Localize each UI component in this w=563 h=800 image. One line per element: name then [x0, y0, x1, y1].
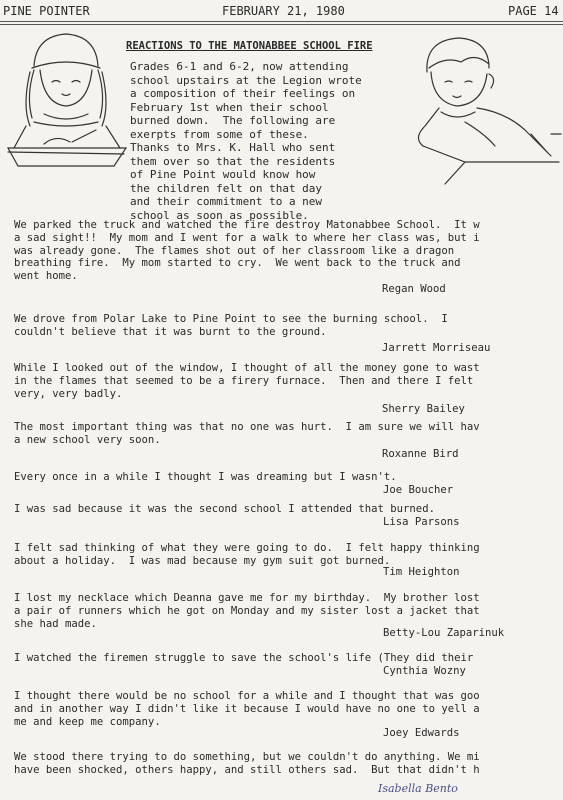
entry-author: Roxanne Bird [382, 448, 459, 460]
entry-author: Betty-Lou Zaparinuk [383, 627, 505, 639]
entry-author: Joe Boucher [383, 484, 454, 496]
entry-author: Lisa Parsons [383, 516, 460, 528]
entry-author: Sherry Bailey [382, 403, 465, 415]
page-number: PAGE 14 [508, 4, 559, 18]
entry-author: Cynthia Wozny [383, 665, 466, 677]
entry-text: The most important thing was that no one was hurt. I am sure we will hav a new school very soon. [14, 421, 480, 446]
entry-author: Jarrett Morriseau [382, 342, 491, 354]
entry-author: Regan Wood [382, 283, 446, 295]
entry-text: I felt sad thinking of what they were going to do. I felt happy thinking about a holiday. I was mad because my gym suit got burned. [14, 542, 480, 567]
entry-author: Tim Heighton [383, 566, 460, 578]
girl-writing-illustration [4, 26, 130, 176]
article-title: REACTIONS TO THE MATONABBEE SCHOOL FIRE [126, 40, 373, 52]
entry-text: I thought there would be no school for a while and I thought that was goo and in another way I didn't like it because I would have no one to yell a me and keep me company. [14, 690, 480, 728]
entry-text: I lost my necklace which Deanna gave me for my birthday. My brother lost a pair of runners which he got on Monday and my sister lost a jacket that she had made. [14, 592, 480, 630]
entry-text: While I looked out of the window, I thought of all the money gone to wast in the flames that seemed to be a firery furnace. Then and there I felt very, very badly. [14, 362, 480, 400]
entry-text: Every once in a while I thought I was dreaming but I wasn't. [14, 471, 397, 483]
entry-text: I watched the firemen struggle to save the school's life (They did their [14, 652, 474, 664]
entry-text: We parked the truck and watched the fire destroy Matonabbee School. It w a sad sight!! My mom and I went for a walk to where her class was, but i was already gone. The flames shot out of her classroom like a dragon breathing fire. My mom started to cry. We went back to the truck and went home. [14, 219, 480, 283]
entry-text: I was sad because it was the second school I attended that burned. [14, 503, 435, 515]
entry-text: We drove from Polar Lake to Pine Point to see the burning school. I couldn't believe that it was burnt to the ground. [14, 313, 448, 338]
boy-writing-illustration [405, 34, 563, 186]
article-intro: Grades 6-1 and 6-2, now attending school upstairs at the Legion wrote a composition of their feelings on February 1st when their school burned down. The following are exerpts from some of these. Thanks to Mrs. K. Hall who sent them over so that the residents of Pine Point would know how the children felt on that day and their commitment to a new school as soon as possible. [130, 60, 362, 222]
header-rule-top [0, 21, 563, 22]
issue-date: FEBRUARY 21, 1980 [222, 4, 345, 18]
entry-text: We stood there trying to do something, but we couldn't do anything. We mi have been shocked, others happy, and still others sad. But that didn't h [14, 751, 480, 776]
page-header [0, 4, 563, 18]
header-rule-bottom [0, 24, 563, 25]
handwritten-signature: Isabella Bento [378, 782, 458, 795]
entry-author: Joey Edwards [383, 727, 460, 739]
publication-name: PINE POINTER [3, 4, 90, 18]
